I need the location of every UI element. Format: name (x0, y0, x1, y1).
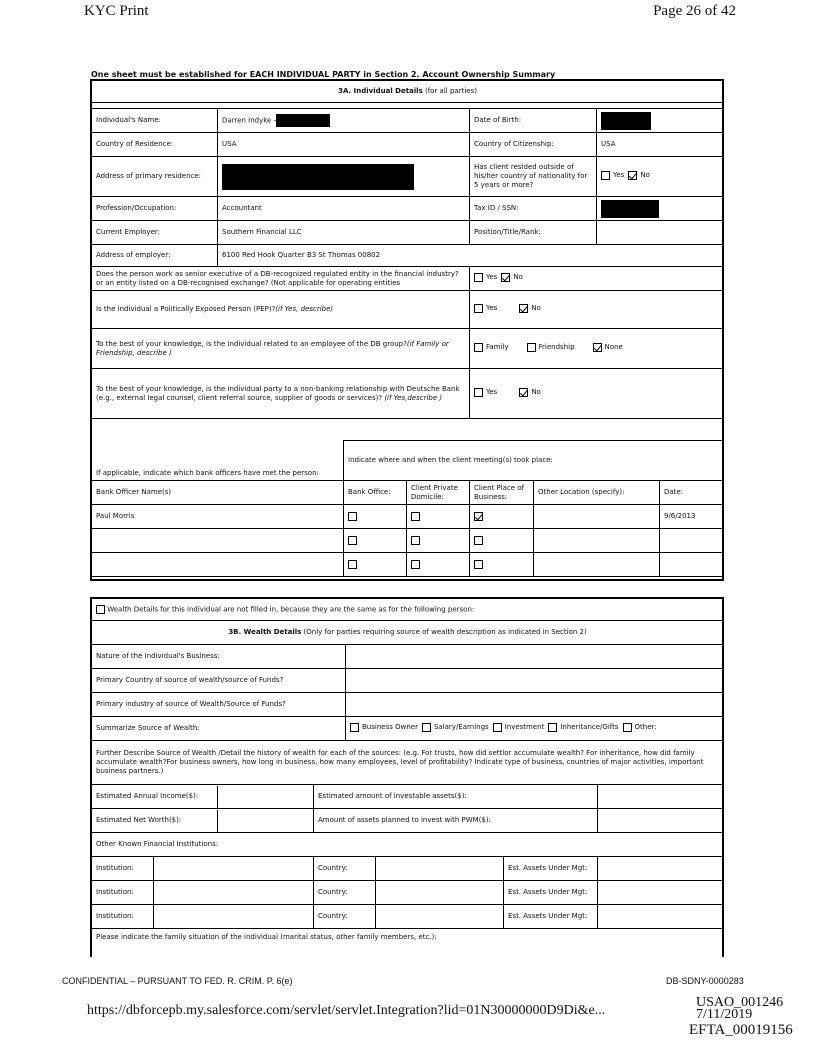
employer-address-label: Address of employer: (92, 245, 218, 267)
page-number: Page 26 of 42 (653, 3, 736, 19)
primary-industry-label: Primary industry of source of Wealth/Source of Funds? (92, 693, 346, 717)
institution-row: Institution: Country: Est. Assets Under Mgt: (92, 857, 724, 881)
col-date: Date: (660, 481, 724, 505)
summarize-options: Business Owner Salary/Earnings Investment Inheritance/Gifts Other: (346, 717, 724, 741)
citizenship-field: USA (597, 133, 724, 157)
col-office: Bank Office: (344, 481, 407, 505)
related-question: To the best of your knowledge, is the individual related to an employee of the DB group?(if Family or Friendship, describe ) (92, 329, 470, 369)
address-label: Address of primary residence: (92, 157, 218, 197)
nonbank-yes-checkbox[interactable] (474, 388, 483, 397)
col-business: Client Place of Business: (470, 481, 534, 505)
pep-options: Yes No (470, 291, 724, 329)
nature-label: Nature of the Individual's Business: (92, 645, 346, 669)
business-owner-checkbox[interactable] (350, 723, 359, 732)
primary-country-label: Primary Country of source of wealth/source of Funds? (92, 669, 346, 693)
investable-label: Estimated amount of investable assets($): (314, 785, 598, 809)
inheritance-checkbox[interactable] (548, 723, 557, 732)
taxid-label: Tax ID / SSN: (470, 197, 597, 221)
domicile-checkbox[interactable] (411, 560, 420, 569)
same-as-row: Wealth Details for this individual are not filled in, because they are the same as for the following person: (92, 599, 724, 621)
position-label: Position/Title/Rank: (470, 221, 597, 245)
source-url: https://dbforcepb.my.salesforce.com/servlet/servlet.Integration?lid=01N30000000D9Di&e... (87, 1003, 606, 1018)
none-checkbox[interactable] (593, 343, 602, 352)
business-checkbox[interactable] (474, 560, 483, 569)
same-as-checkbox[interactable] (96, 605, 105, 614)
address-field (218, 157, 470, 197)
office-checkbox[interactable] (348, 560, 357, 569)
efta-number: EFTA_00019156 (689, 1022, 793, 1038)
meeting-date: 9/6/2013 (660, 505, 724, 529)
redaction (276, 114, 330, 127)
individual-details-table (91, 80, 724, 577)
redaction (601, 112, 651, 130)
dob-field (597, 109, 724, 133)
bates-number: DB-SDNY-0000283 (666, 976, 744, 986)
nonbank-options: Yes No (470, 369, 724, 419)
resided-label: Has client resided outside of his/her country of nationality for 5 years or more? (470, 157, 597, 197)
print-title: KYC Print (84, 3, 149, 19)
family-situation-label: Please indicate the family situation of the individual (marital status, other family members, etc.): (92, 929, 724, 947)
annual-income-label: Estimated Annual Income($): (92, 786, 218, 808)
usao-number: USAO_001246 (696, 995, 784, 1010)
domicile-checkbox[interactable] (411, 536, 420, 545)
senior-exec-no-checkbox[interactable] (501, 273, 510, 282)
citizenship-label: Country of Citizenship: (470, 133, 597, 157)
salary-checkbox[interactable] (422, 723, 431, 732)
resided-no-checkbox[interactable] (628, 171, 637, 180)
col-domicile: Client Private Domicile: (407, 481, 470, 505)
business-checkbox[interactable] (474, 512, 483, 521)
nature-field (346, 645, 724, 669)
nonbank-question: To the best of your knowledge, is the individual party to a non-banking relationship with Deutsche Bank (e.g., external legal counsel, client referral source, supplier of goods or services)? (if Yes,describe ) (92, 369, 470, 419)
senior-exec-yes-checkbox[interactable] (474, 273, 483, 282)
summarize-label: Summarize Source of Wealth: (92, 717, 346, 741)
senior-exec-question: Does the person work as senior executive of a DB-recognized regulated entity in the financial industry? or an entity listed on a DB-recognised exchange? (Not applicable for operating entities (92, 267, 470, 291)
profession-field: Accountant (218, 197, 470, 221)
nonbank-no-checkbox[interactable] (519, 388, 528, 397)
office-checkbox[interactable] (348, 536, 357, 545)
pep-no-checkbox[interactable] (519, 304, 528, 313)
primary-country-field (346, 669, 724, 693)
employer-field: Southern Financial LLC (218, 221, 470, 245)
officer-row (92, 553, 724, 577)
redaction (601, 200, 659, 218)
taxid-field (597, 197, 724, 221)
pep-yes-checkbox[interactable] (474, 304, 483, 313)
other-fi-label: Other Known Financial Institutions: (92, 833, 724, 857)
employer-address-field: 6100 Red Hook Quarter B3 St Thomas 00802 (218, 245, 724, 267)
assets-pwm-field (598, 809, 724, 833)
net-worth-label: Estimated Net Worth($): (92, 810, 218, 832)
employer-label: Current Employer: (92, 221, 218, 245)
business-checkbox[interactable] (474, 536, 483, 545)
annual-income-cell (92, 785, 314, 809)
investment-checkbox[interactable] (493, 723, 502, 732)
related-options: Family Friendship None (470, 329, 724, 369)
name-label: Individual's Name: (92, 109, 218, 133)
name-field: Darren Indyke - (218, 109, 470, 133)
resided-options: Yes No (597, 157, 724, 197)
section-3a-title: 3A. Individual Details (for all parties) (92, 81, 724, 103)
officers-question: If applicable, indicate which bank officers have met the person: (92, 441, 344, 481)
other-checkbox[interactable] (623, 723, 632, 732)
position-field (597, 221, 724, 245)
net-worth-cell (92, 809, 314, 833)
dob-label: Date of Birth: (470, 109, 597, 133)
other-location (534, 505, 660, 529)
office-checkbox[interactable] (348, 512, 357, 521)
resided-yes-checkbox[interactable] (601, 171, 610, 180)
investable-field (598, 785, 724, 809)
friendship-checkbox[interactable] (527, 343, 536, 352)
officer-name: Paul Morris (92, 505, 344, 529)
domicile-checkbox[interactable] (411, 512, 420, 521)
officer-row (92, 505, 724, 529)
sheet-instruction: One sheet must be established for EACH INDIVIDUAL PARTY in Section 2. Account Ownership Summary (91, 70, 556, 79)
redaction (222, 164, 414, 190)
confidential-notice: CONFIDENTIAL – PURSUANT TO FED. R. CRIM. P. 6(e) (62, 976, 293, 986)
col-officer: Bank Officer Name(s) (92, 481, 344, 505)
col-other: Other Location (specify): (534, 481, 660, 505)
residence-label: Country of Residence: (92, 133, 218, 157)
institution-row: Institution: Country: Est. Assets Under Mgt: (92, 881, 724, 905)
section-3b-title: 3B. Wealth Details (Only for parties requiring source of wealth description as indicated in Section 2) (92, 621, 724, 645)
senior-exec-options: Yes No (470, 267, 724, 291)
further-describe: Further Describe Source of Wealth /Detail the history of wealth for each of the sources: (e.g. For trusts, how did settlor accumulate wealth? For inheritance, how did family accumulate wealth?For business owners, how long in business, how many employees, level of profitability? Indicate type of business, countries of major activities, important business partners.) (92, 741, 724, 785)
institution-row: Institution: Country: Est. Assets Under Mgt: (92, 905, 724, 929)
wealth-details-table (91, 598, 724, 947)
profession-label: Profession/Occupation: (92, 197, 218, 221)
residence-field: USA (218, 133, 470, 157)
primary-industry-field (346, 693, 724, 717)
pep-question: Is the individual a Politically Exposed Person (PEP)?(if Yes, describe) (92, 291, 470, 329)
officer-row (92, 529, 724, 553)
family-checkbox[interactable] (474, 343, 483, 352)
meeting-question: Indicate where and when the client meeting(s) took place: (344, 441, 724, 481)
assets-pwm-label: Amount of assets planned to invest with PWM($): (314, 809, 598, 833)
print-date: 7/11/2019 (696, 1007, 753, 1022)
